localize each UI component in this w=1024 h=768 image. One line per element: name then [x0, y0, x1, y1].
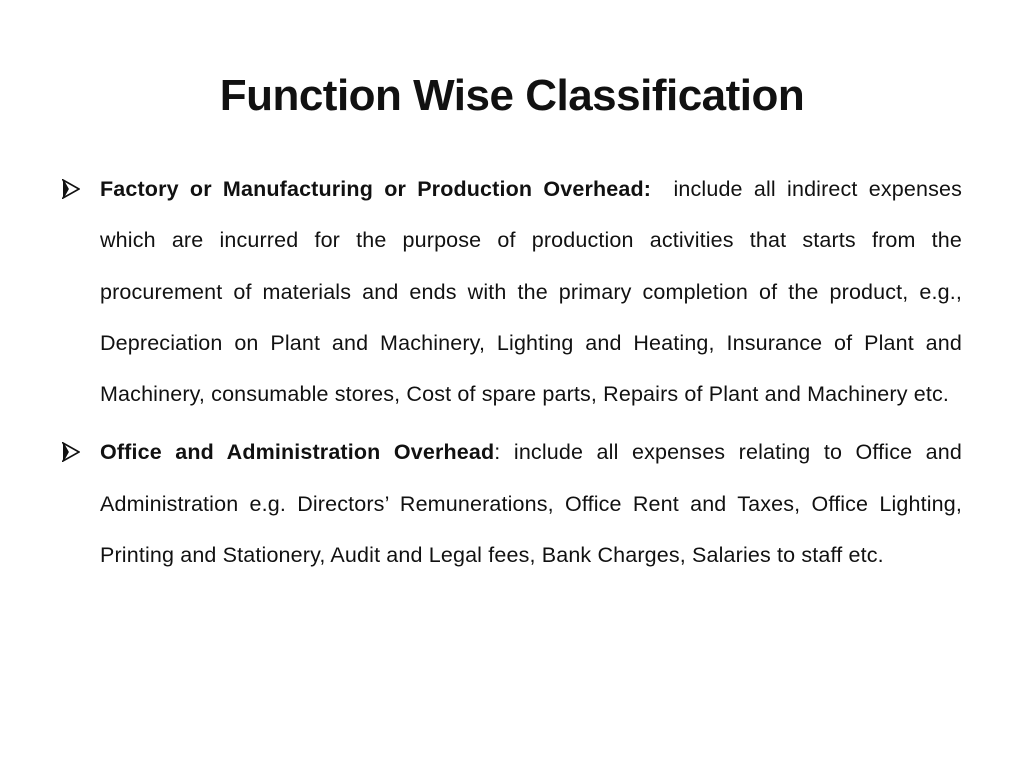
bullet-list	[62, 164, 962, 588]
bullet-term: Office and Administration Overhead	[100, 440, 495, 465]
bullet-separator	[651, 177, 673, 201]
arrow-bullet-icon	[62, 442, 80, 462]
bullet-separator: :	[494, 440, 514, 465]
bullet-office-overhead	[62, 427, 962, 581]
arrow-bullet-icon	[62, 179, 80, 199]
slide-title: Function Wise Classification	[219, 71, 805, 120]
bullet-term: Factory or Manufacturing or Production Overhead:	[100, 177, 652, 201]
bullet-factory-overhead	[62, 164, 962, 420]
bullet-text: include all indirect expenses which are incurred for the purpose of production activities that starts from the procurement of materials and ends with the primary completion of the product, e.g., Depreciation on Plant and Machinery, Lighting and Heating, Insurance of Plant and Machinery, consumable stores, Cost of spare parts, Repairs of Plant and Machinery etc.	[100, 177, 962, 407]
bullet-text: include all expenses relating to Office and Administration e.g. Directors’ Remunerations, Office Rent and Taxes, Office Lighting, Printing and Stationery, Audit and Legal fees, Bank Charges, Salaries to staff etc.	[100, 440, 962, 568]
